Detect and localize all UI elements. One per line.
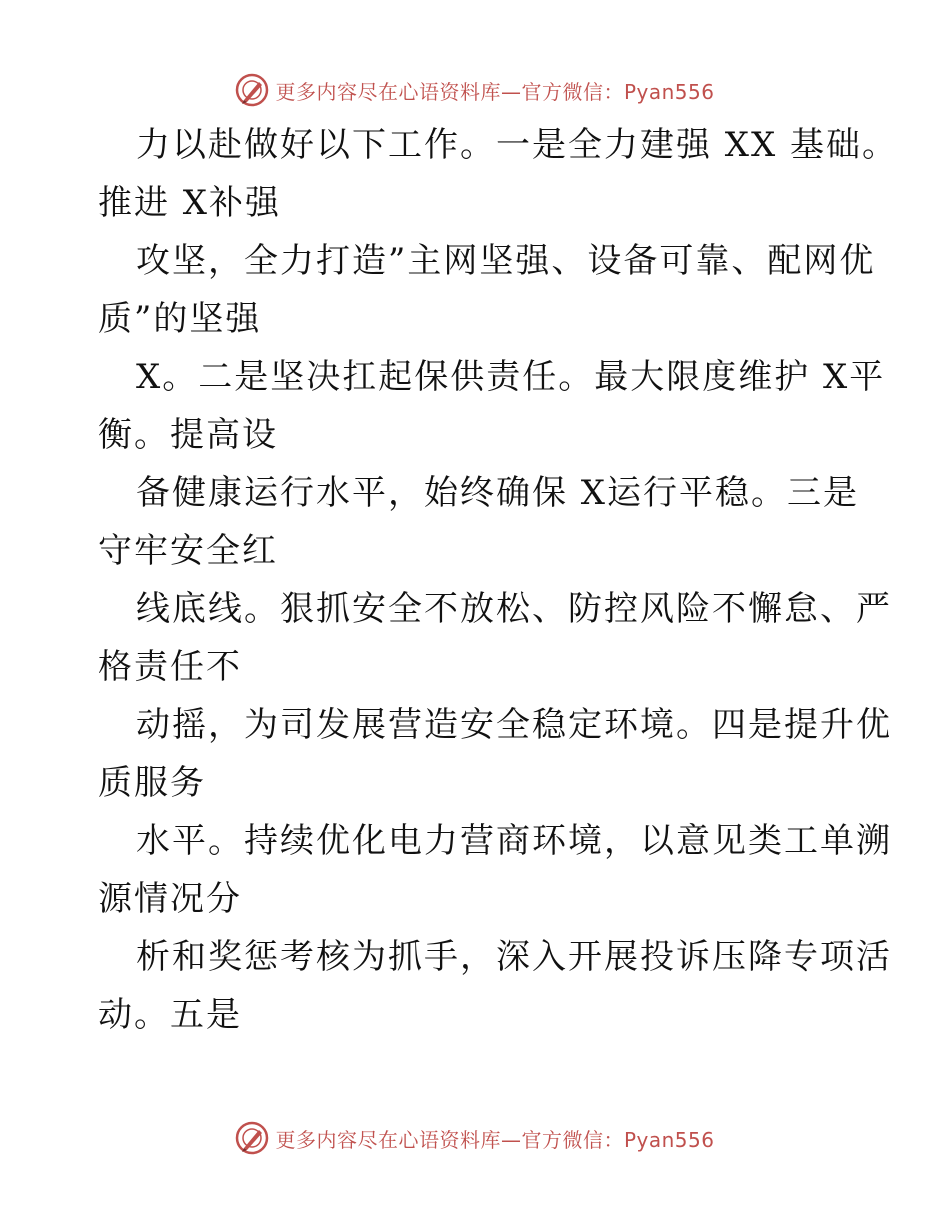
header-banner [0, 70, 950, 110]
paragraph-line: X。二是坚决扛起保供责任。最大限度维护 X平 [136, 357, 886, 397]
paragraph-line: 格责任不 [98, 647, 242, 687]
footer-banner-text: 更多内容尽在心语资料库—官方微信：Pyan556 [275, 1127, 715, 1152]
pen-logo-icon [235, 1121, 269, 1155]
header-banner-text: 更多内容尽在心语资料库—官方微信：Pyan556 [275, 79, 715, 104]
paragraph-line: 源情况分 [98, 879, 242, 919]
paragraph-line: 力以赴做好以下工作。一是全力建强 XX 基础。 [136, 125, 899, 165]
footer-banner [0, 1118, 950, 1158]
paragraph-line: 推进 X补强 [98, 183, 282, 223]
paragraph-line: 线底线。狠抓安全不放松、防控风险不懈怠、严 [136, 589, 892, 629]
paragraph-line: 动摇，为司发展营造安全稳定环境。四是提升优 [136, 705, 892, 745]
paragraph-line: 水平。持续优化电力营商环境，以意见类工单溯 [136, 821, 892, 861]
paragraph-line: 衡。提高设 [98, 415, 278, 455]
paragraph-line: 备健康运行水平，始终确保 X运行平稳。三是 [136, 473, 860, 513]
paragraph-line: 质服务 [98, 763, 206, 803]
paragraph-line: 质”的坚强 [98, 299, 262, 339]
document-body [98, 116, 898, 1044]
paragraph-line: 守牢安全红 [98, 531, 278, 571]
paragraph-line: 动。五是 [98, 995, 242, 1035]
pen-logo-icon [235, 73, 269, 107]
paragraph-line: 攻坚，全力打造”主网坚强、设备可靠、配网优 [136, 241, 876, 281]
paragraph-line: 析和奖惩考核为抓手，深入开展投诉压降专项活 [136, 937, 892, 977]
